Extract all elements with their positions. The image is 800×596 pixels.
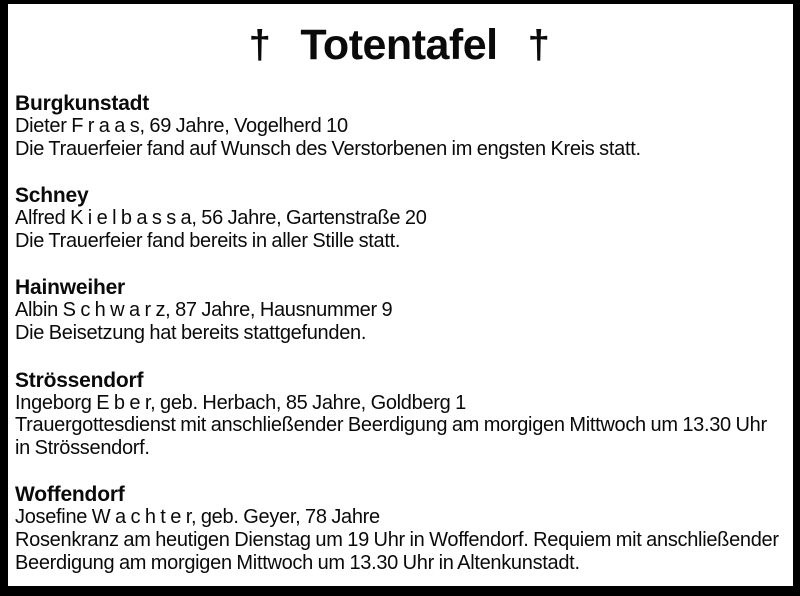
deceased-line: Dieter F r a a s, 69 Jahre, Vogelherd 10: [15, 115, 348, 137]
funeral-details: Die Beisetzung hat bereits stattgefunden.: [15, 321, 367, 344]
funeral-details: Die Trauerfeier fand bereits in aller Stille statt.: [15, 229, 401, 252]
notice-woffendorf: [15, 483, 779, 574]
notice-stroessendorf: [15, 369, 779, 460]
deceased-line: Albin S c h w a r z, 87 Jahre, Hausnummer 9: [15, 299, 393, 322]
dagger-cross-icon-right: †: [527, 23, 550, 67]
place-name: Strössendorf: [15, 368, 144, 392]
deceased-line: Josefine W a c h t e r, geb. Geyer, 78 Jahre: [15, 506, 380, 529]
notice-schney: [15, 184, 779, 252]
place-name: Woffendorf: [15, 483, 125, 507]
funeral-details: Trauergottesdienst mit anschließender Beerdigung am morgigen Mittwoch um 13.30 Uhr in Strössendorf.: [15, 414, 767, 459]
funeral-details: Die Trauerfeier fand auf Wunsch des Verstorbenen im engsten Kreis statt.: [15, 137, 641, 160]
page-title: [15, 22, 783, 68]
deceased-line: Alfred K i e l b a s s a, 56 Jahre, Gartenstraße 20: [15, 207, 427, 230]
place-name: Hainweiher: [15, 276, 126, 300]
funeral-details: Rosenkranz am heutigen Dienstag um 19 Uhr in Woffendorf. Requiem mit anschließender Beerdigung am morgigen Mittwoch um 13.30 Uhr in Altenkunstadt.: [15, 528, 779, 574]
page-title-text: Totentafel: [300, 21, 498, 69]
place-name: Schney: [15, 184, 89, 208]
notice-hainweiher: [15, 276, 779, 344]
deceased-line: Ingeborg E b e r, geb. Herbach, 85 Jahre, Goldberg 1: [15, 391, 466, 414]
dagger-cross-icon-left: †: [248, 23, 271, 67]
place-name: Burgkunstadt: [15, 92, 150, 115]
notice-burgkunstadt: [15, 92, 779, 160]
